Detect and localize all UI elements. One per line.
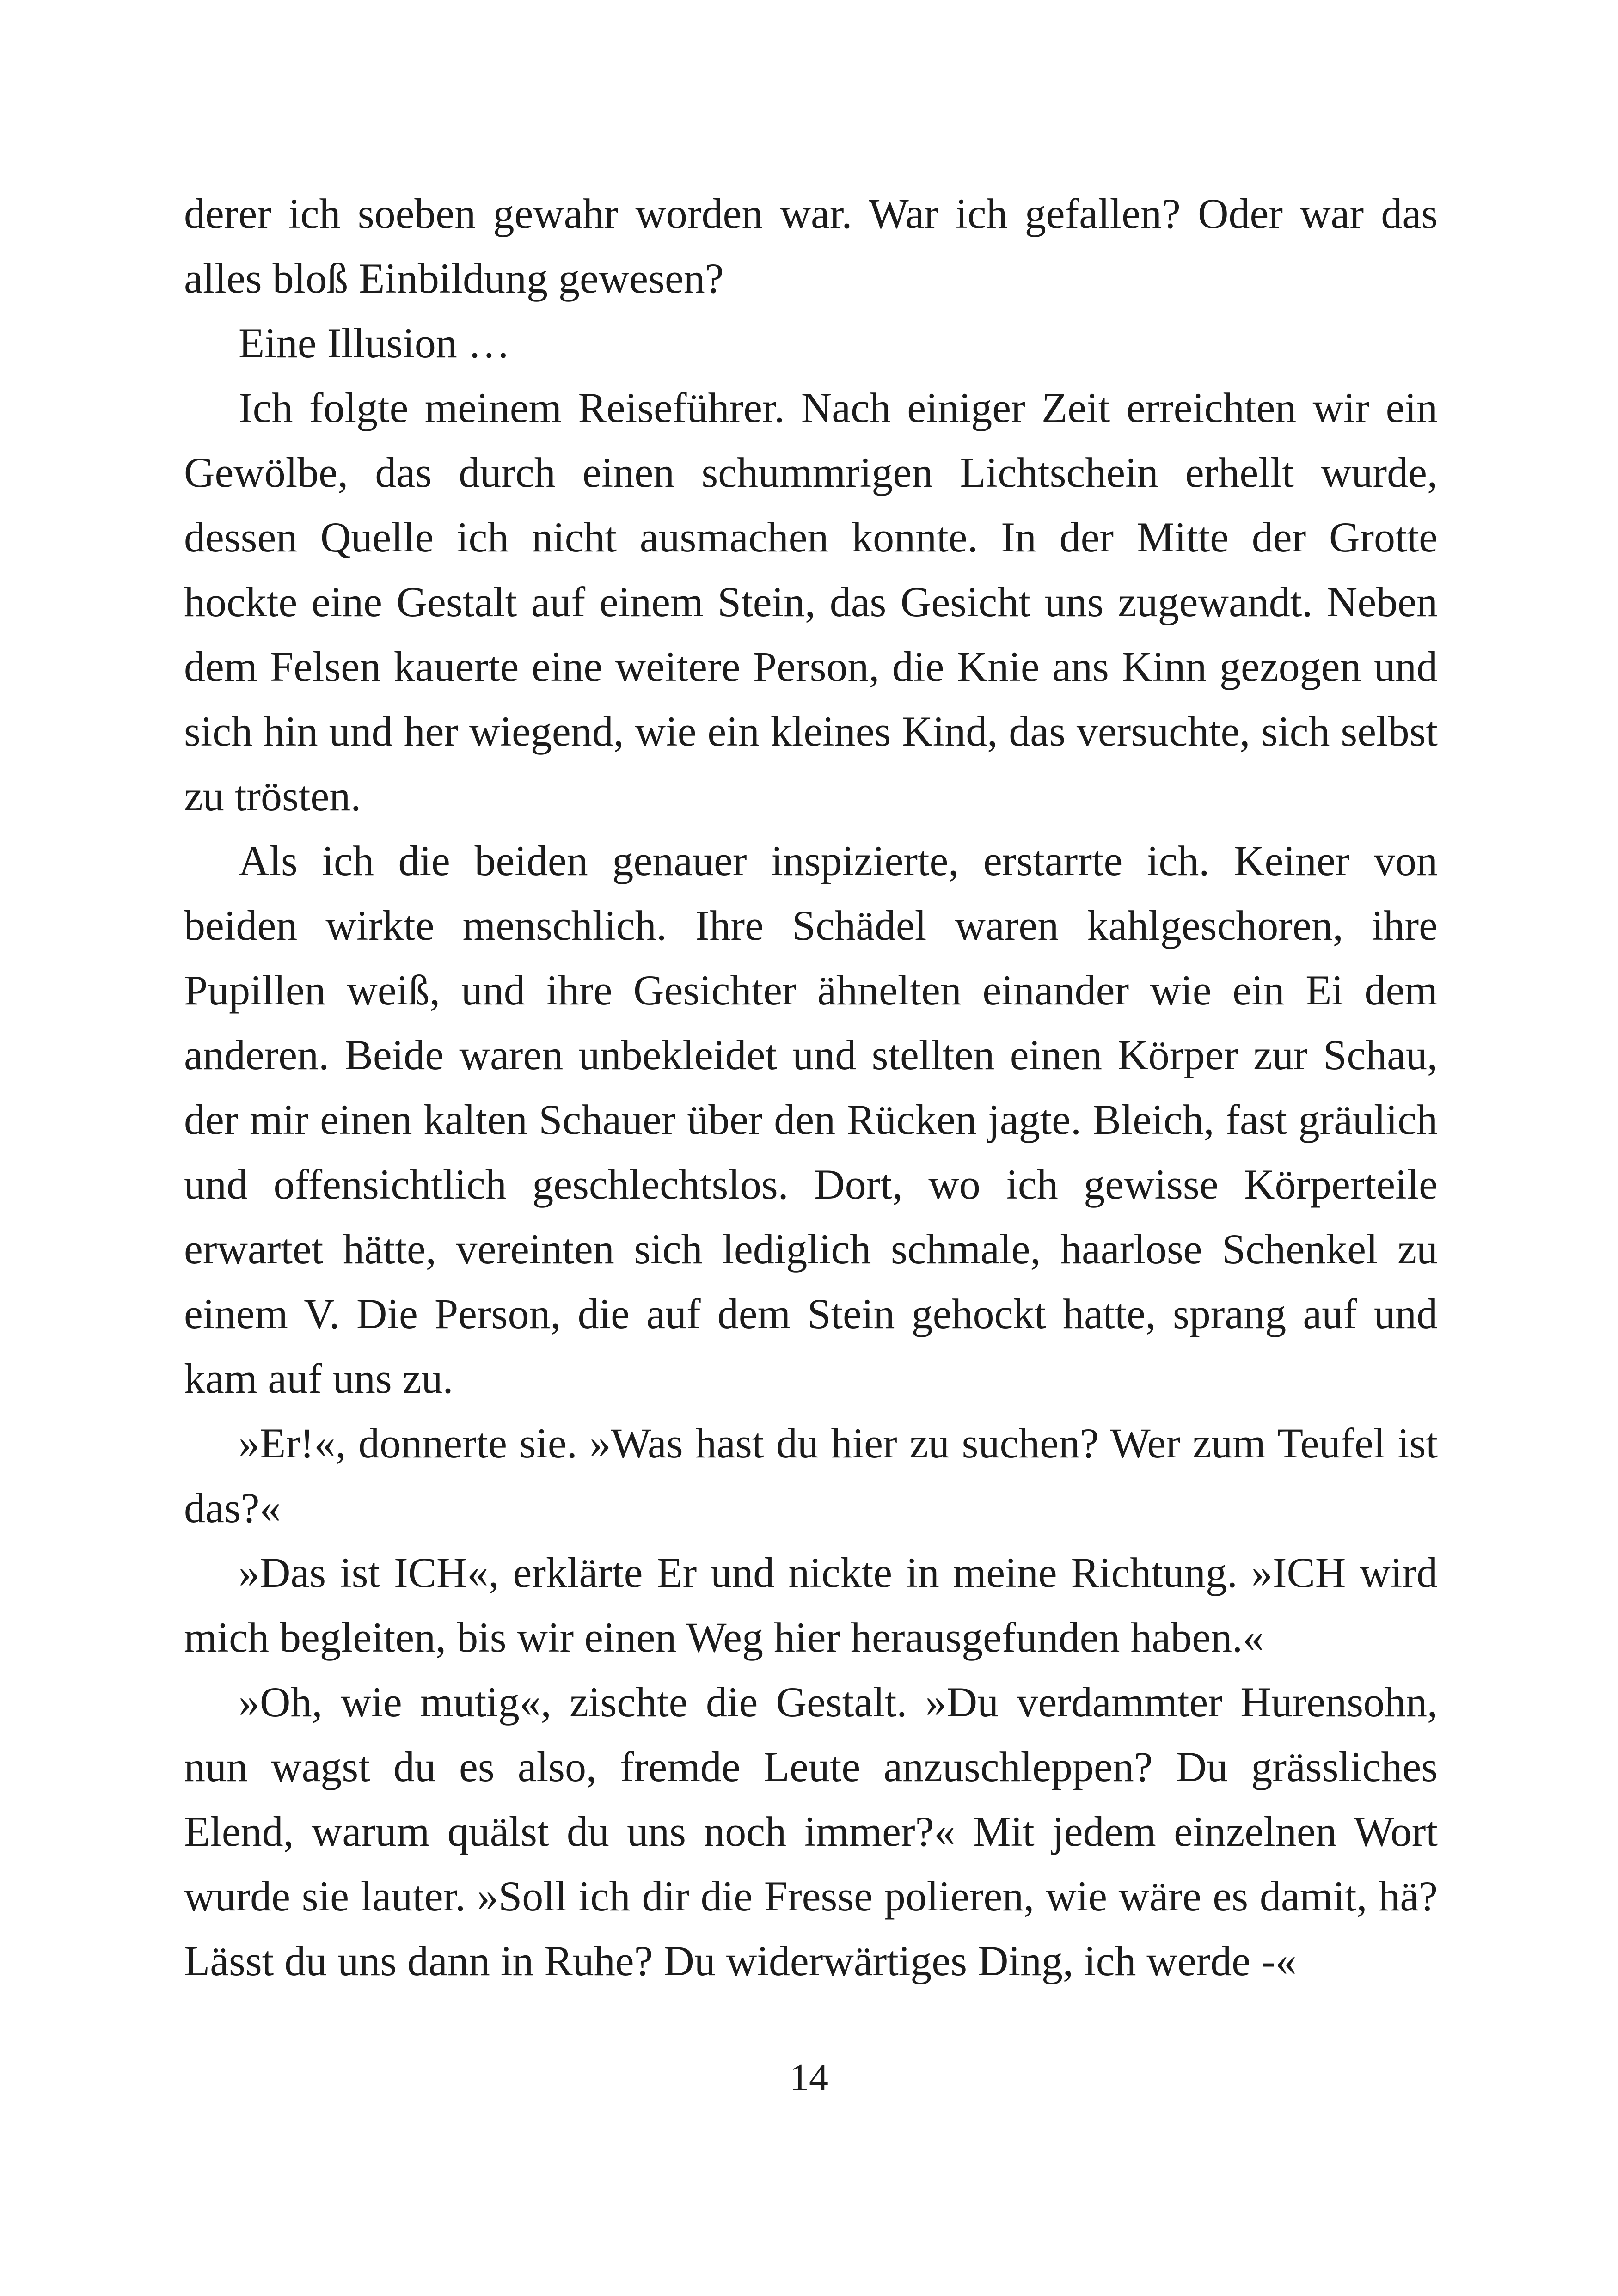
paragraph-4: Als ich die beiden genauer inspizierte, erstarrte ich. Keiner von beiden wirkte menschlich. Ihre Schädel waren kahlgeschoren, ihre Pupillen weiß, und ihre Gesichter ähnelten einander wie ein Ei dem anderen. Beide waren unbekleidet und stellten einen Körper zur Schau, der mir einen kalten Schauer über den Rücken jagte. Bleich, fast gräulich und offensichtlich geschlechtslos. Dort, wo ich gewisse Körperteile erwartet hätte, vereinten sich lediglich schmale, haarlose Schenkel zu einem V. Die Person, die auf dem Stein gehockt hatte, sprang auf und kam auf uns zu.: [184, 837, 1438, 1402]
paragraph-6: »Das ist ICH«, erklärte Er und nickte in meine Richtung. »ICH wird mich begleiten, bis wir einen Weg hier herausgefunden haben.«: [184, 1549, 1438, 1661]
paragraph-5: »Er!«, donnerte sie. »Was hast du hier zu suchen? Wer zum Teufel ist das?«: [184, 1420, 1438, 1531]
paragraph-3: Ich folgte meinem Reiseführer. Nach einiger Zeit erreichten wir ein Gewölbe, das durch einen schummrigen Lichtschein erhellt wurde, dessen Quelle ich nicht ausmachen konnte. In der Mitte der Grotte hockte eine Gestalt auf einem Stein, das Gesicht uns zugewandt. Neben dem Felsen kauerte eine weitere Person, die Knie ans Kinn gezogen und sich hin und her wiegend, wie ein kleines Kind, das versuchte, sich selbst zu trösten.: [184, 384, 1438, 820]
paragraph-7: »Oh, wie mutig«, zischte die Gestalt. »Du verdammter Hurensohn, nun wagst du es also, fremde Leute anzuschleppen? Du grässliches Elend, warum quälst du uns noch immer?« Mit jedem einzelnen Wort wurde sie lauter. »Soll ich dir die Fresse polieren, wie wäre es damit, hä? Lässt du uns dann in Ruhe? Du widerwärtiges Ding, ich werde -«: [184, 1678, 1438, 1984]
paragraph-1: derer ich soeben gewahr worden war. War ich gefallen? Oder war das alles bloß Einbildung gewesen?: [184, 190, 1438, 302]
paragraph-2: Eine Illusion …: [239, 319, 510, 367]
body-text: [184, 181, 1438, 1993]
page-number: 14: [790, 2056, 828, 2099]
